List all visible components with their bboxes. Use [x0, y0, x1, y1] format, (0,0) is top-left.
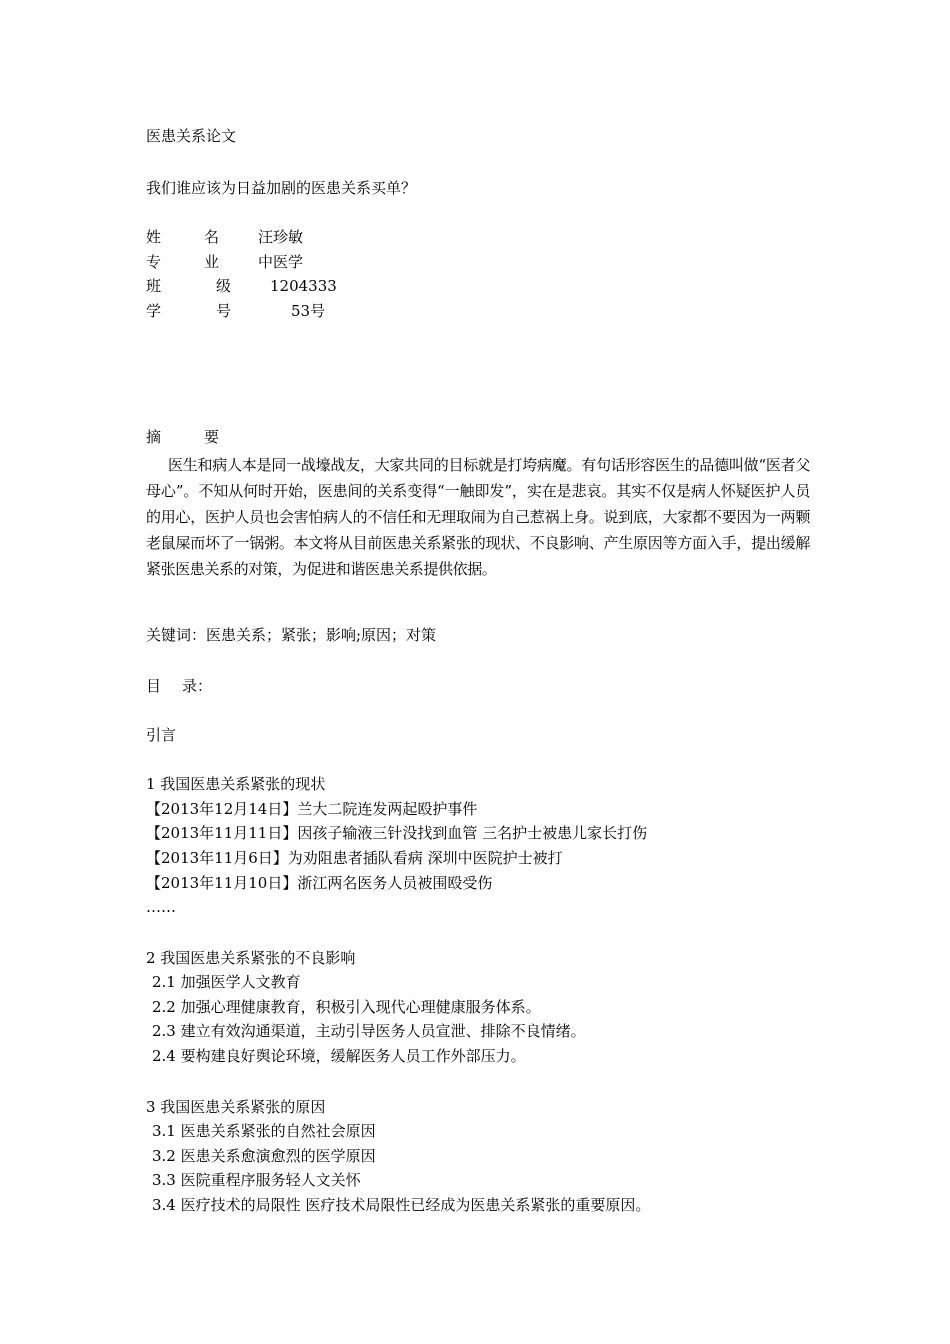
info-label-char-1: 学	[146, 302, 162, 320]
info-label-char-2: 号	[216, 302, 232, 320]
toc-section-1-title: 1 我国医患关系紧张的现状	[146, 775, 326, 793]
info-label-char-1: 姓	[146, 228, 162, 246]
abstract-heading-char-2: 要	[204, 428, 220, 446]
toc-section-1-ellipsis: ……	[146, 898, 176, 916]
abstract-heading-char-1: 摘	[146, 428, 162, 446]
document-subtitle: 我们谁应该为日益加剧的医患关系买单？	[146, 179, 417, 197]
info-label-char-2: 级	[216, 277, 232, 295]
toc-section-2-title: 2 我国医患关系紧张的不良影响	[146, 949, 356, 967]
info-label-char-1: 班	[146, 277, 162, 295]
info-label-char-1: 专	[146, 253, 162, 271]
info-label-char-2: 名	[204, 228, 220, 246]
toc-section-1-item: 【2013年11月10日】浙江两名医务人员被围殴受伤	[146, 874, 493, 892]
info-value: 53号	[291, 302, 326, 320]
toc-section-3-item: 3.2 医患关系愈演愈烈的医学原因	[152, 1147, 376, 1165]
info-row-major	[146, 252, 446, 272]
document-title: 医患关系论文	[146, 127, 237, 145]
toc-section-3-item: 3.3 医院重程序服务轻人文关怀	[152, 1171, 361, 1189]
toc-section-1-item: 【2013年11月6日】为劝阻患者插队看病 深圳中医院护士被打	[146, 849, 563, 867]
toc-section-3-title: 3 我国医患关系紧张的原因	[146, 1098, 326, 1116]
info-value: 1204333	[270, 277, 337, 295]
keywords: 关键词：医患关系；紧张；影响;原因；对策	[146, 626, 437, 644]
toc-section-3-item: 3.4 医疗技术的局限性 医疗技术局限性已经成为医患关系紧张的重要原因。	[152, 1196, 651, 1214]
toc-heading	[146, 676, 446, 696]
info-row-class	[146, 276, 446, 296]
info-value: 中医学	[258, 253, 304, 271]
toc-heading-char-1: 目	[146, 677, 162, 695]
abstract-heading	[146, 427, 446, 447]
info-row-student-id	[146, 301, 446, 321]
toc-section-1-item: 【2013年11月11日】因孩子输液三针没找到血管 三名护士被患儿家长打伤	[146, 824, 648, 842]
toc-intro: 引言	[146, 726, 177, 744]
info-value: 汪珍敏	[258, 228, 304, 246]
toc-heading-char-2: 录：	[182, 677, 213, 695]
toc-section-2-item: 2.2 加强心理健康教育，积极引入现代心理健康服务体系。	[152, 998, 541, 1016]
info-row-name	[146, 227, 446, 247]
toc-section-1-item: 【2013年12月14日】兰大二院连发两起殴护事件	[146, 800, 478, 818]
toc-section-3-item: 3.1 医患关系紧张的自然社会原因	[152, 1122, 376, 1140]
info-label-char-2: 业	[204, 253, 220, 271]
abstract-body: 医生和病人本是同一战壕战友，大家共同的目标就是打垮病魔。有句话形容医生的品德叫做“医者父母心”。不知从何时开始，医患间的关系变得“一触即发”，实在是悲哀。其实不仅是病人怀疑医护人员的用心，医护人员也会害怕病人的不信任和无理取闹为自己惹祸上身。说到底，大家都不要因为一两颗老鼠屎而坏了一锅粥。本文将从目前医患关系紧张的现状、不良影响、产生原因等方面入手，提出缓解紧张医患关系的对策，为促进和谐医患关系提供依据。	[146, 456, 810, 578]
toc-section-2-item: 2.4 要构建良好舆论环境，缓解医务人员工作外部压力。	[152, 1047, 526, 1065]
toc-section-2-item: 2.3 建立有效沟通渠道，主动引导医务人员宣泄、排除不良情绪。	[152, 1022, 586, 1040]
toc-section-2-item: 2.1 加强医学人文教育	[152, 973, 301, 991]
